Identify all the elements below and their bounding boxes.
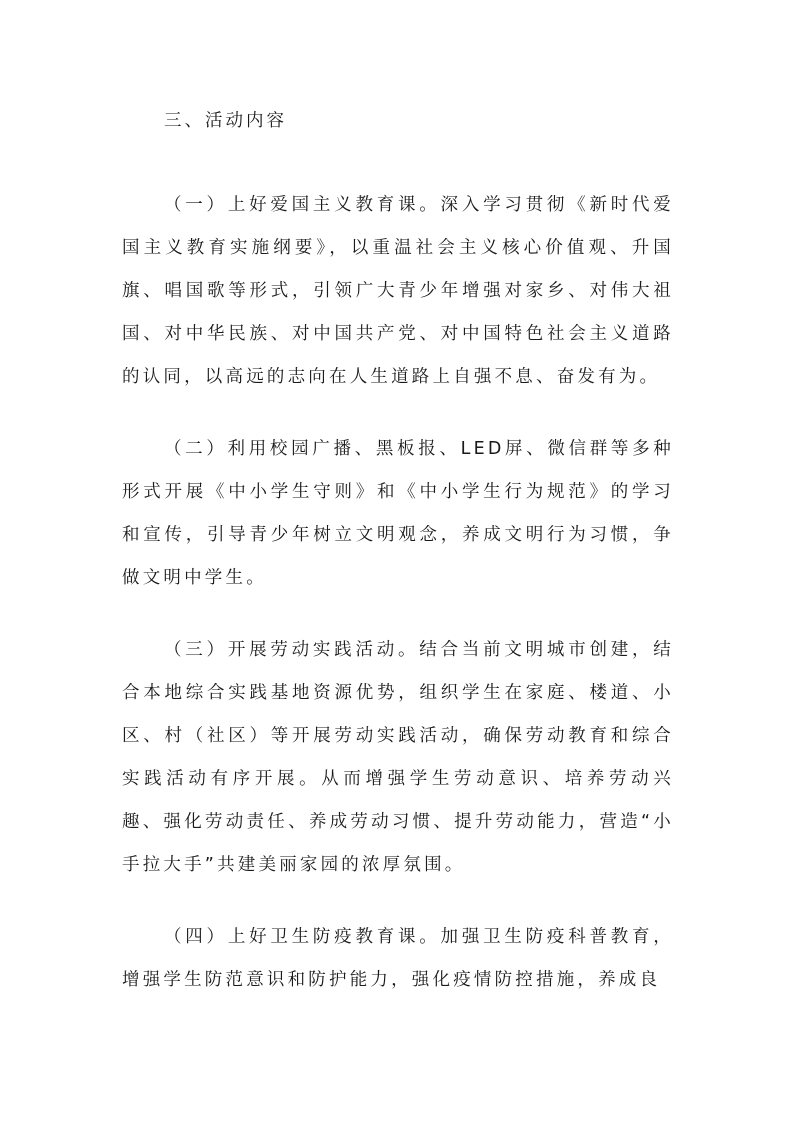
document-body: [122, 100, 674, 1002]
section-heading: 三、活动内容: [164, 111, 287, 131]
spacer: [122, 399, 674, 428]
spacer: [122, 887, 674, 916]
spacer: [122, 600, 674, 629]
paragraph-civilization-publicity: （二）利用校园广播、黑板报、LED屏、微信群等多种形式开展《中小学生守则》和《中小学生行为规范》的学习和宣传，引导青少年树立文明观念，养成文明行为习惯，争做文明中学生。: [122, 439, 674, 588]
paragraph-patriotic-education: （一）上好爱国主义教育课。深入学习贯彻《新时代爱国主义教育实施纲要》，以重温社会主义核心价值观、升国旗、唱国歌等形式，引领广大青少年增强对家乡、对伟大祖国、对中华民族、对中国共产党、对中国特色社会主义道路的认同，以高远的志向在人生道路上自强不息、奋发有为。: [122, 195, 674, 387]
spacer: [122, 143, 674, 184]
paragraph-health-epidemic-prevention: （四）上好卫生防疫教育课。加强卫生防疫科普教育，增强学生防范意识和防护能力，强化疫情防控措施，养成良: [122, 927, 674, 990]
paragraph-labor-practice: （三）开展劳动实践活动。结合当前文明城市创建，结合本地综合实践基地资源优势，组织学生在家庭、楼道、小区、村（社区）等开展劳动实践活动，确保劳动教育和综合实践活动有序开展。从而增强学生劳动意识、培养劳动兴趣、强化劳动责任、养成劳动习惯、提升劳动能力，营造“小手拉大手”共建美丽家园的浓厚氛围。: [122, 640, 674, 875]
